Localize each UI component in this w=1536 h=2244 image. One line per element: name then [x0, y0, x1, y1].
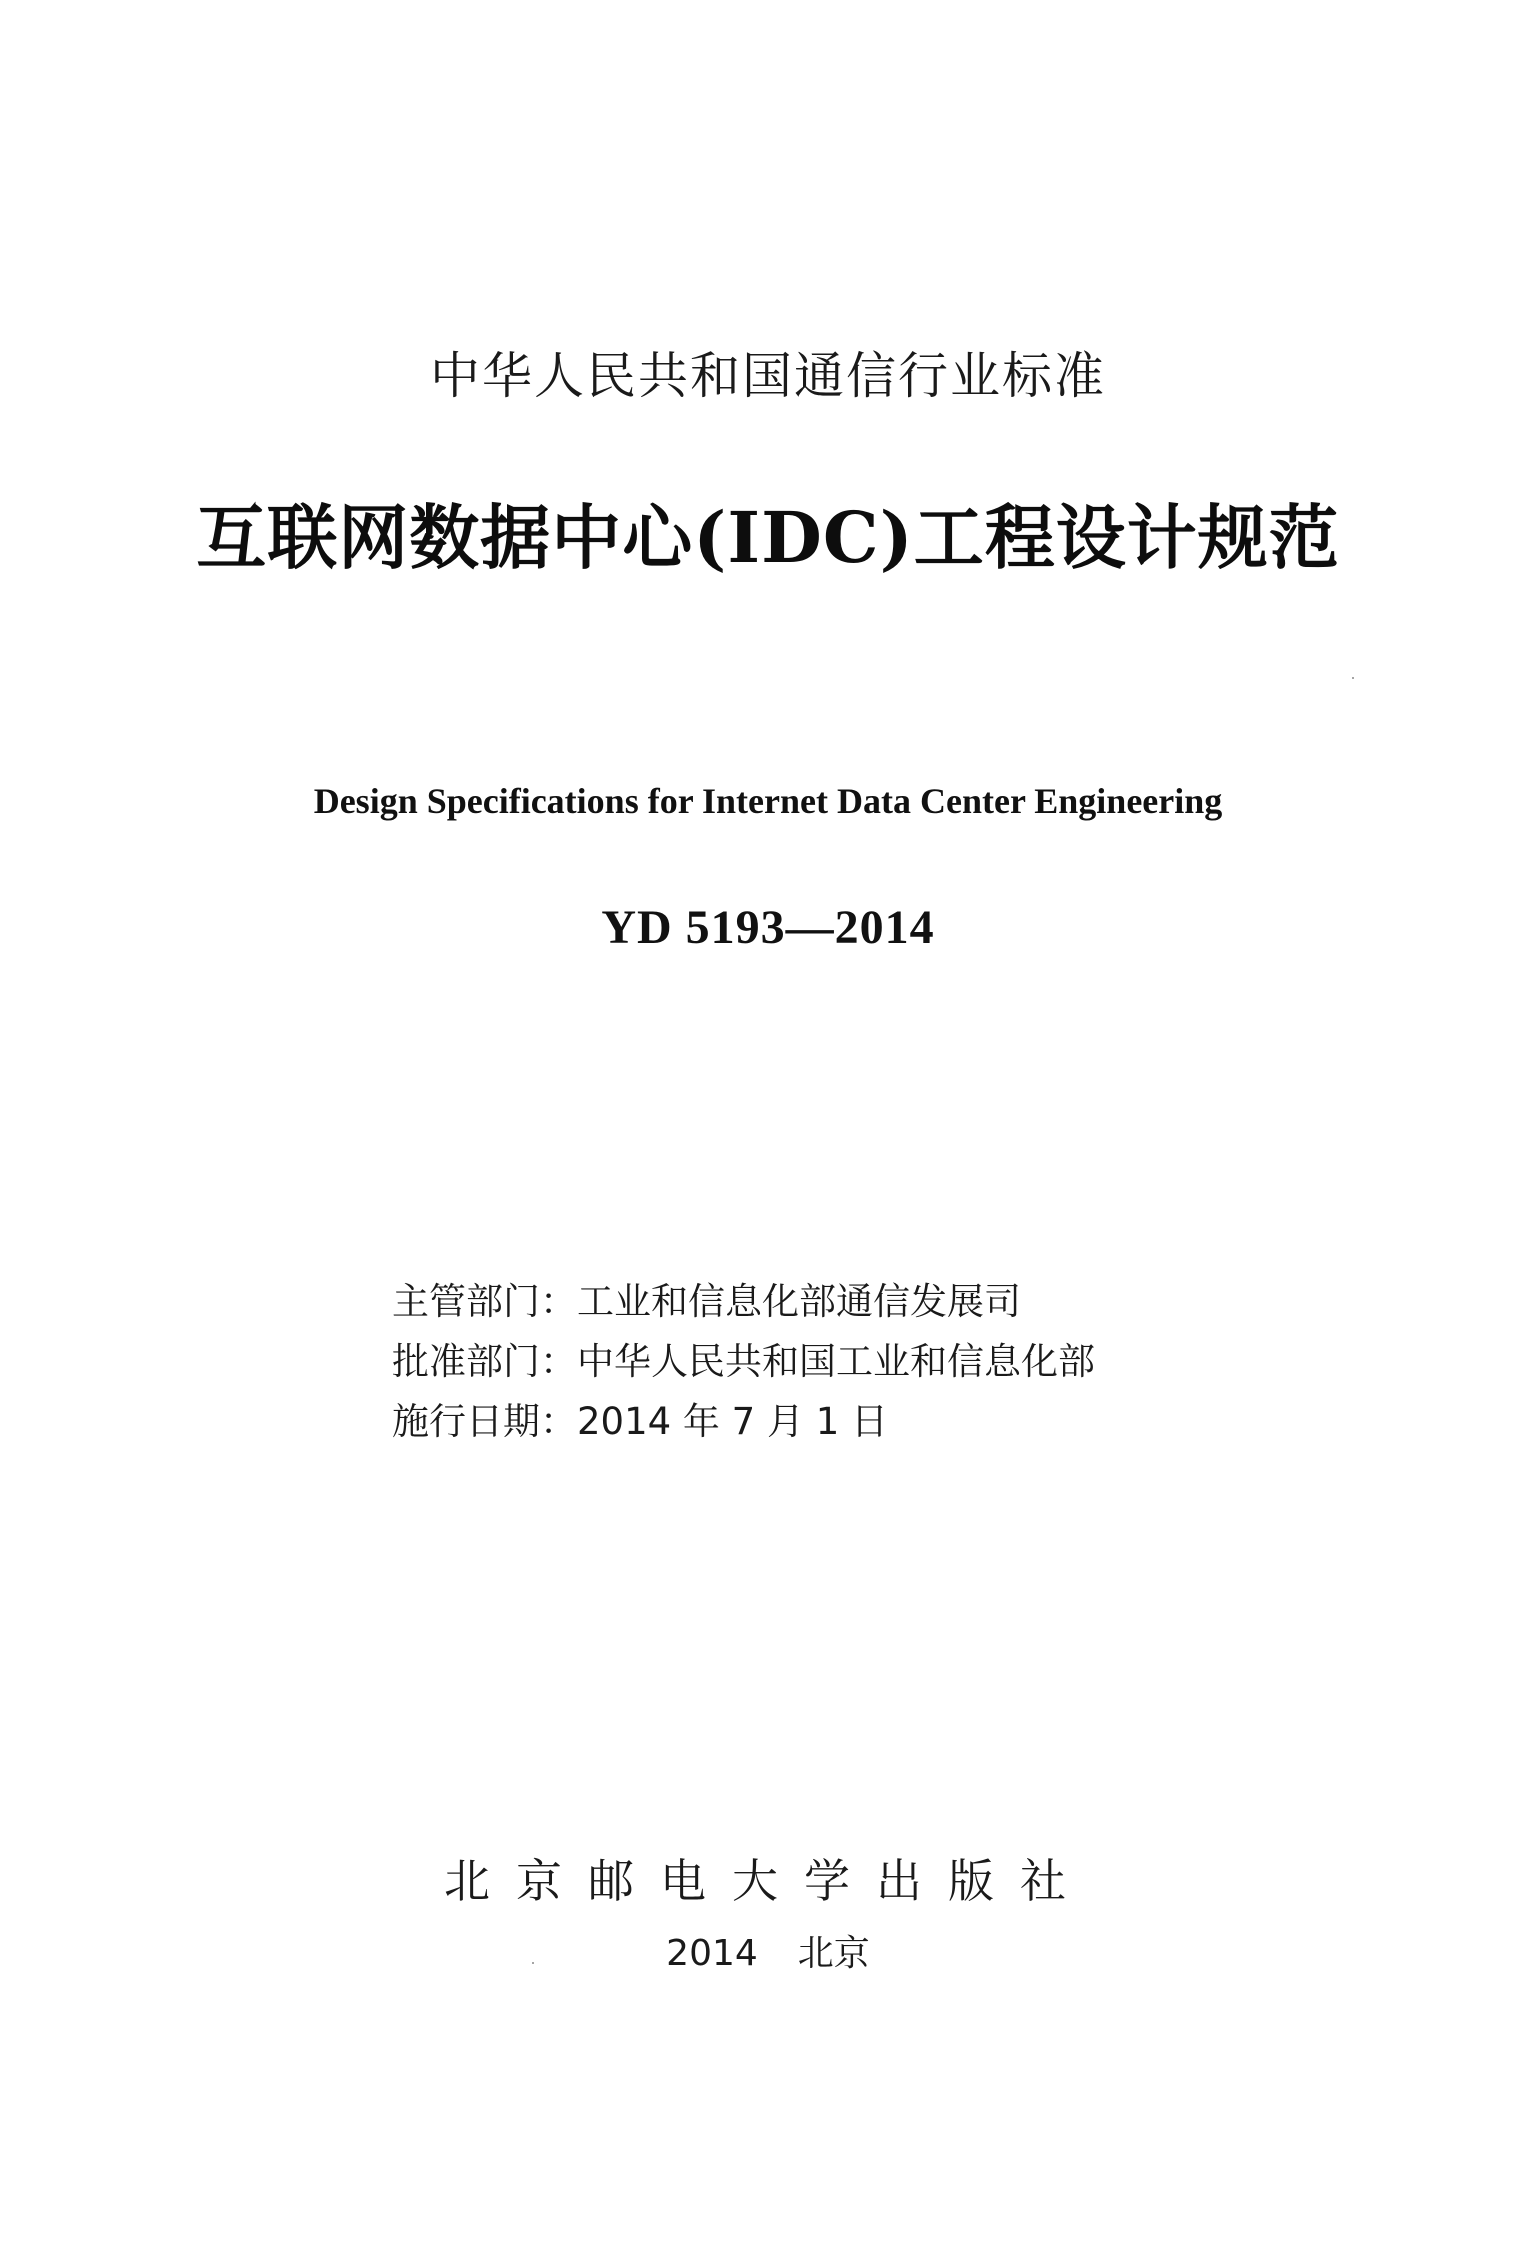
english-title: Design Specifications for Internet Data Center Engineering	[313, 781, 1223, 821]
scan-speck	[532, 1962, 534, 1964]
publication-city: 北京	[797, 1933, 870, 1974]
supervisor-label: 主管部门：	[392, 1280, 577, 1323]
supervisor-value: 工业和信息化部通信发展司	[577, 1280, 1021, 1323]
standard-number: YD 5193—2014	[601, 901, 935, 954]
approver-row	[392, 1332, 1095, 1392]
standard-category: 中华人民共和国通信行业标准	[430, 347, 1106, 405]
effective-date-row	[392, 1392, 1095, 1452]
publication-line	[0, 1925, 1536, 1976]
effective-date-label: 施行日期：	[392, 1400, 577, 1443]
publication-year: 2014	[666, 1933, 758, 1974]
approver-label: 批准部门：	[392, 1340, 577, 1383]
chinese-title: 互联网数据中心(IDC)工程设计规范	[196, 496, 1340, 579]
approver-value: 中华人民共和国工业和信息化部	[577, 1340, 1095, 1383]
publisher-name: 北京邮电大学出版社	[444, 1854, 1092, 1908]
scan-speck	[1352, 677, 1354, 679]
approval-info	[392, 1272, 1095, 1452]
supervisor-row	[392, 1272, 1095, 1332]
effective-date-value: 2014 年 7 月 1 日	[577, 1400, 889, 1443]
